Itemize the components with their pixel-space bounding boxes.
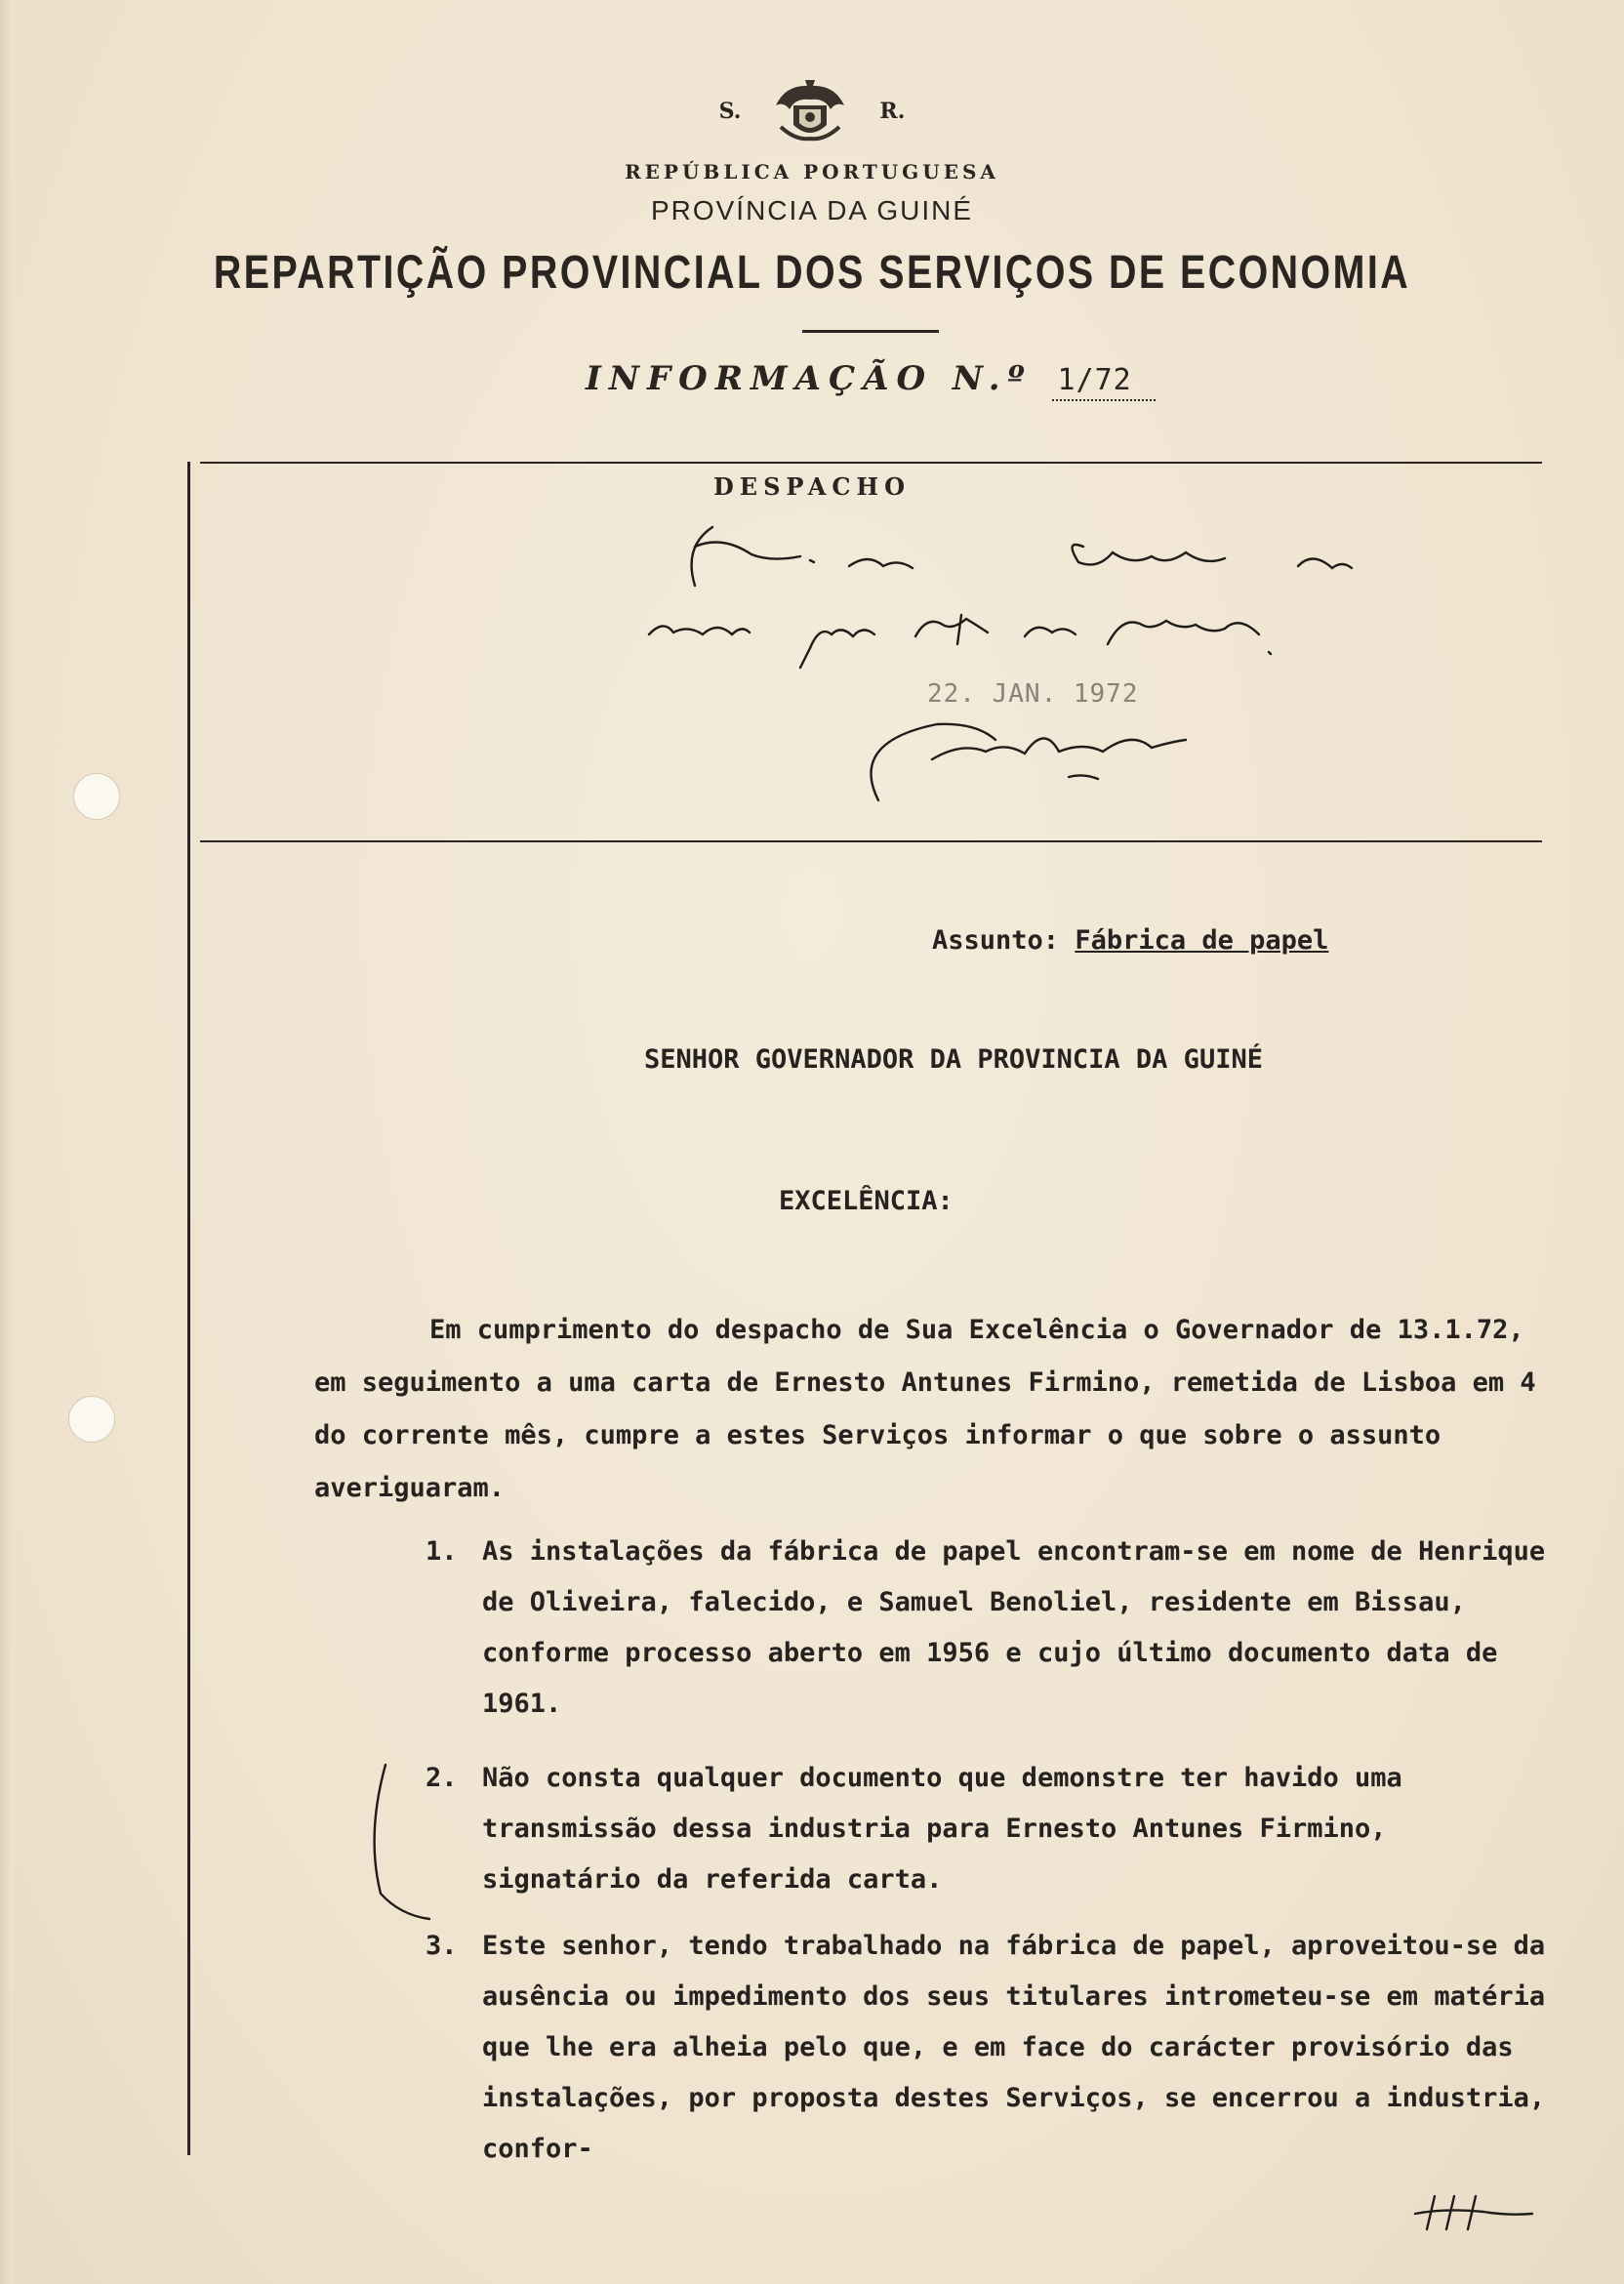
received-date-stamp: 22. JAN. 1972 <box>927 679 1139 709</box>
subject-label: Assunto: <box>932 925 1060 956</box>
list-item <box>426 1921 1560 2175</box>
item-number: 3. <box>426 1931 458 1961</box>
intro-paragraph <box>314 1304 1546 1515</box>
item-number: 1. <box>426 1536 458 1567</box>
subject-line <box>932 925 1328 956</box>
list-item <box>426 1753 1560 1905</box>
crest-left-letter: S. <box>718 99 742 124</box>
information-number: 1/72 <box>1052 363 1156 401</box>
item-text: Não consta qualquer documento que demonstre ter havido uma transmissão dessa industria para Ernesto Antunes Firmino, signatário da referida carta. <box>482 1763 1402 1895</box>
province-heading: PROVÍNCIA DA GUINÉ <box>650 195 974 225</box>
addressee: SENHOR GOVERNADOR DA PROVINCIA DA GUINÉ <box>644 1044 1263 1075</box>
item-text: Este senhor, tendo trabalhado na fábrica de papel, aproveitou-se da ausência ou impedimento dos seus titulares intrometeu-se em matéria que lhe era alheia pelo que, e em face do carácter provisório das instalações, por proposta destes Serviços, se encerrou a industria, confor- <box>482 1931 1546 2164</box>
crest-right-letter: R. <box>879 99 906 124</box>
salutation: EXCELÊNCIA: <box>779 1186 954 1216</box>
information-label: INFORMAÇÃO N.º <box>586 359 1033 398</box>
subject-value: Fábrica de papel <box>1075 925 1329 956</box>
despacho-label: DESPACHO <box>712 472 912 501</box>
item-number: 2. <box>426 1763 458 1793</box>
item-text: As instalações da fábrica de papel encontram-se em nome de Henrique de Oliveira, falecido, e Samuel Benoliel, residente em Bissau, conforme processo aberto em 1956 e cujo último documento data de 1961. <box>482 1536 1546 1719</box>
intro-text: Em cumprimento do despacho de Sua Excelência o Governador de 13.1.72, em seguimento a uma carta de Ernesto Antunes Firmino, remetida de Lisboa em 4 do corrente mês, cumpre a estes Serviços informar o que sobre o assunto averiguaram. <box>314 1315 1536 1503</box>
republic-heading: REPÚBLICA PORTUGUESA <box>625 160 999 184</box>
list-item <box>426 1527 1560 1730</box>
department-title: REPARTIÇÃO PROVINCIAL DOS SERVIÇOS DE ECONOMIA <box>213 247 1411 299</box>
